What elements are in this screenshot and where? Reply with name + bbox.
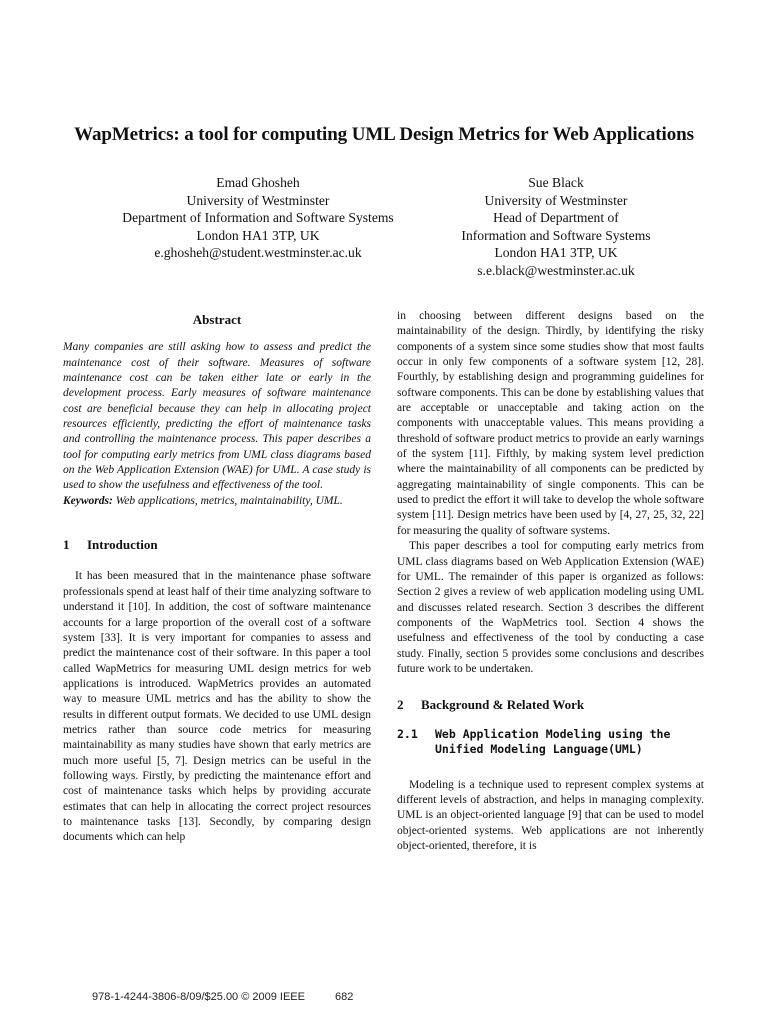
abstract-text: Many companies are still asking how to assess and predict the maintenance cost of their software. Measures of software maintenance cost can be taken either late or early in the development process. Early measures of software maintenance cost are beneficial because they can help in allocating project resources efficiently, predicting the effort of maintenance tasks and controlling the maintenance process. This paper describes a tool for computing early metrics from UML class diagrams based on the Web Application Extension (WAE) for UML. A case study is used to show the usefulness and effectiveness of the tool. (63, 341, 371, 492)
modeling-paragraph: Modeling is a technique used to represent complex systems at different levels of abstraction, and helps in managing complexity. UML is an object-oriented language [9] that can be used to model object-oriented systems. Web applications are not inherently object-oriented, therefore, it is (397, 778, 704, 852)
introduction-continuation: in choosing between different designs based on the maintainability of the design. Thirdly, by identifying the risky components of a system since some studies show that most faults occur in only few components of a software system [12, 28]. Fourthly, by establishing design and programming guidelines for software components. This can be done by establishing values that are acceptable or unacceptable and taking action on the components with unacceptable values. This means providing a threshold of software product metrics to provide an early warnings of the system [11]. Fifthly, by making system level prediction where the maintainability of all components can be predicted by aggregating maintainability of single components. This can be used to predict the effort it will take to develop the whole software system [11]. Design metrics have been used by [4, 27, 25, 32, 22] for measuring the quality of software systems. (397, 310, 704, 537)
keywords (63, 494, 371, 509)
author-affiliation: University of Westminster (484, 192, 628, 208)
introduction-paragraph: It has been measured that in the maintenance phase software professionals spend at least half of their time analyzing software to understand it [10]. In addition, the cost of software maintenance accounts for a large proportion of the overall cost of a software system [33]. It is very important for companies to assess and predict the maintenance cost of their software. In this paper a tool called WapMetrics for measuring UML design metrics for web applications is introduced. WapMetrics provides an automated way to measure UML metrics and has the ability to show the results in different output formats. We decided to use UML design metrics rather than source code metrics for measuring maintainability as many studies have shown that early metrics are much more useful [5, 7]. Design metrics can be useful in the following ways. Firstly, by predicting the maintenance effort and cost of maintenance tasks which helps by providing accurate estimates that can help in allocating the correct project resources to maintenance tasks [13]. Secondly, by comparing design documents which can help (63, 570, 371, 844)
keywords-list: Web applications, metrics, maintainability, UML. (115, 494, 343, 507)
author-email: e.ghosheh@student.westminster.ac.uk (154, 245, 362, 261)
subsection-heading-web-modeling (397, 727, 704, 758)
keywords-label: Keywords: (63, 494, 113, 507)
section-heading-introduction (63, 537, 371, 552)
author-name: Sue Black (528, 175, 584, 190)
author-position: Head of Department of (493, 210, 619, 226)
author-block-2 (440, 174, 672, 280)
page-footer (92, 991, 353, 1003)
subsection-number: 2.1 (397, 726, 418, 741)
author-address: London HA1 3TP, UK (494, 245, 618, 261)
section-title: Introduction (87, 537, 158, 553)
section-heading-background (397, 697, 704, 712)
section-number: 1 (63, 537, 70, 553)
right-column (397, 309, 704, 854)
copyright-line: 978-1-4244-3806-8/09/$25.00 © 2009 IEEE (92, 991, 305, 1003)
section-title: Background & Related Work (421, 697, 585, 713)
author-department: Department of Information and Software Systems (122, 210, 394, 226)
paper-title: WapMetrics: a tool for computing UML Design Metrics for Web Applications (74, 124, 694, 145)
author-email: s.e.black@westminster.ac.uk (477, 262, 635, 278)
author-department: Information and Software Systems (461, 227, 651, 243)
author-address: London HA1 3TP, UK (196, 227, 320, 243)
subsection-title: Web Application Modeling using the Unified Modeling Language(UML) (435, 726, 671, 757)
abstract-heading: Abstract (192, 312, 242, 327)
paper-outline-paragraph: This paper describes a tool for computing early metrics from UML class diagrams based on Web Application Extension (WAE) for UML. The remainder of this paper is organized as follows: Section 2 gives a review of web application modeling using UML and discusses related research. Section 3 describes the different components of the WapMetrics tool. Section 4 shows the usefulness and effectiveness of the tool by conducting a case study. Finally, section 5 provides some conclusions and describes future work to be undertaken. (397, 540, 704, 675)
left-column (63, 310, 371, 846)
page-number: 682 (335, 991, 354, 1003)
author-block-1 (90, 174, 426, 262)
section-number: 2 (397, 697, 404, 713)
author-name: Emad Ghosheh (216, 175, 300, 190)
author-affiliation: University of Westminster (186, 192, 330, 208)
